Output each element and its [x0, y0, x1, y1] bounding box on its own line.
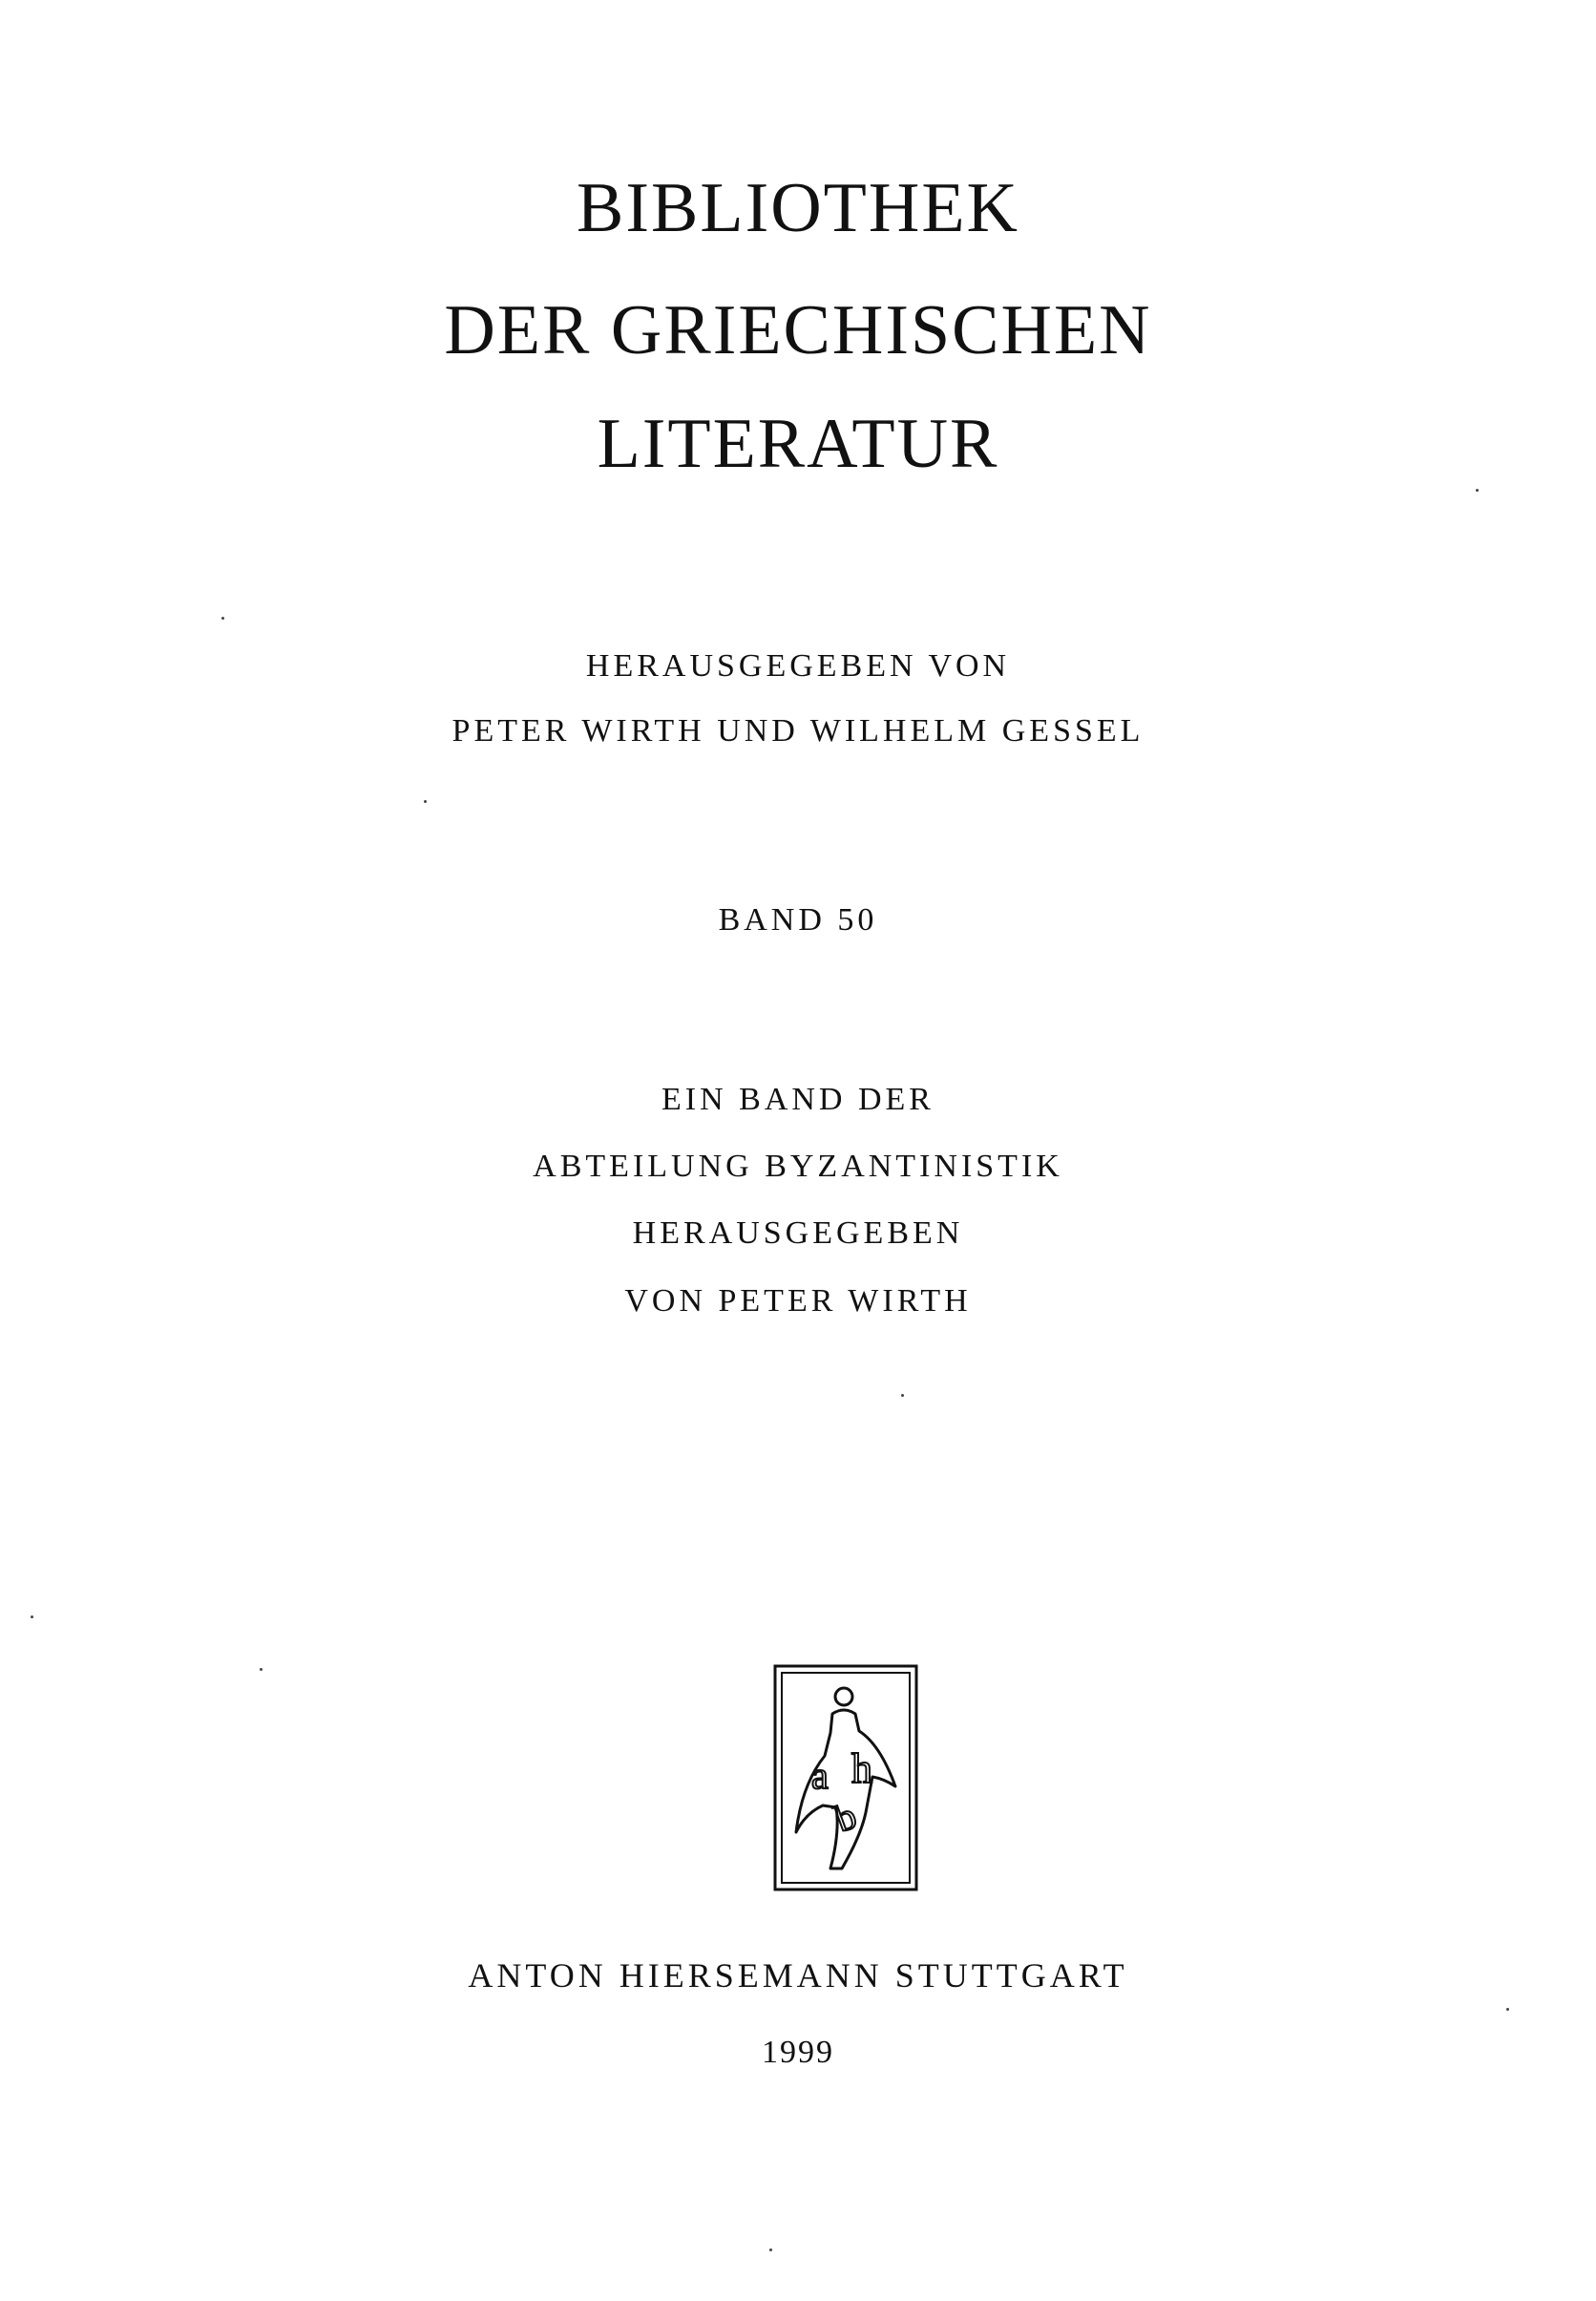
- publication-year: 1999: [762, 2035, 834, 2070]
- svg-text:b: b: [829, 1793, 862, 1841]
- department-line-1: EIN BAND DER: [662, 1082, 934, 1117]
- svg-text:h: h: [851, 1745, 872, 1792]
- series-title-line-2: DER GRIECHISCHEN: [444, 291, 1152, 369]
- scan-speck: [260, 1668, 262, 1671]
- scan-speck: [221, 617, 224, 620]
- department-line-2: ABTEILUNG BYZANTINISTIK: [533, 1149, 1063, 1184]
- series-title-line-3: LITERATUR: [597, 405, 999, 483]
- volume-number: BAND 50: [718, 902, 878, 938]
- publisher-name: ANTON HIERSEMANN STUTTGART: [468, 1956, 1128, 1995]
- editors-names: PETER WIRTH UND WILHELM GESSEL: [452, 713, 1144, 749]
- scan-speck: [769, 2248, 772, 2251]
- publisher-bird-logo-icon: [773, 1664, 918, 1891]
- department-line-4: VON PETER WIRTH: [624, 1283, 972, 1319]
- series-title-line-1: BIBLIOTHEK: [577, 169, 1019, 247]
- scan-speck: [1506, 2008, 1509, 2011]
- scan-speck: [424, 800, 427, 803]
- scan-speck: [31, 1615, 33, 1618]
- svg-text:a: a: [811, 1754, 829, 1797]
- scan-speck: [901, 1394, 904, 1397]
- scan-speck: [1476, 489, 1479, 492]
- department-line-3: HERAUSGEGEBEN: [632, 1215, 964, 1251]
- editors-heading: HERAUSGEGEBEN VON: [585, 648, 1011, 684]
